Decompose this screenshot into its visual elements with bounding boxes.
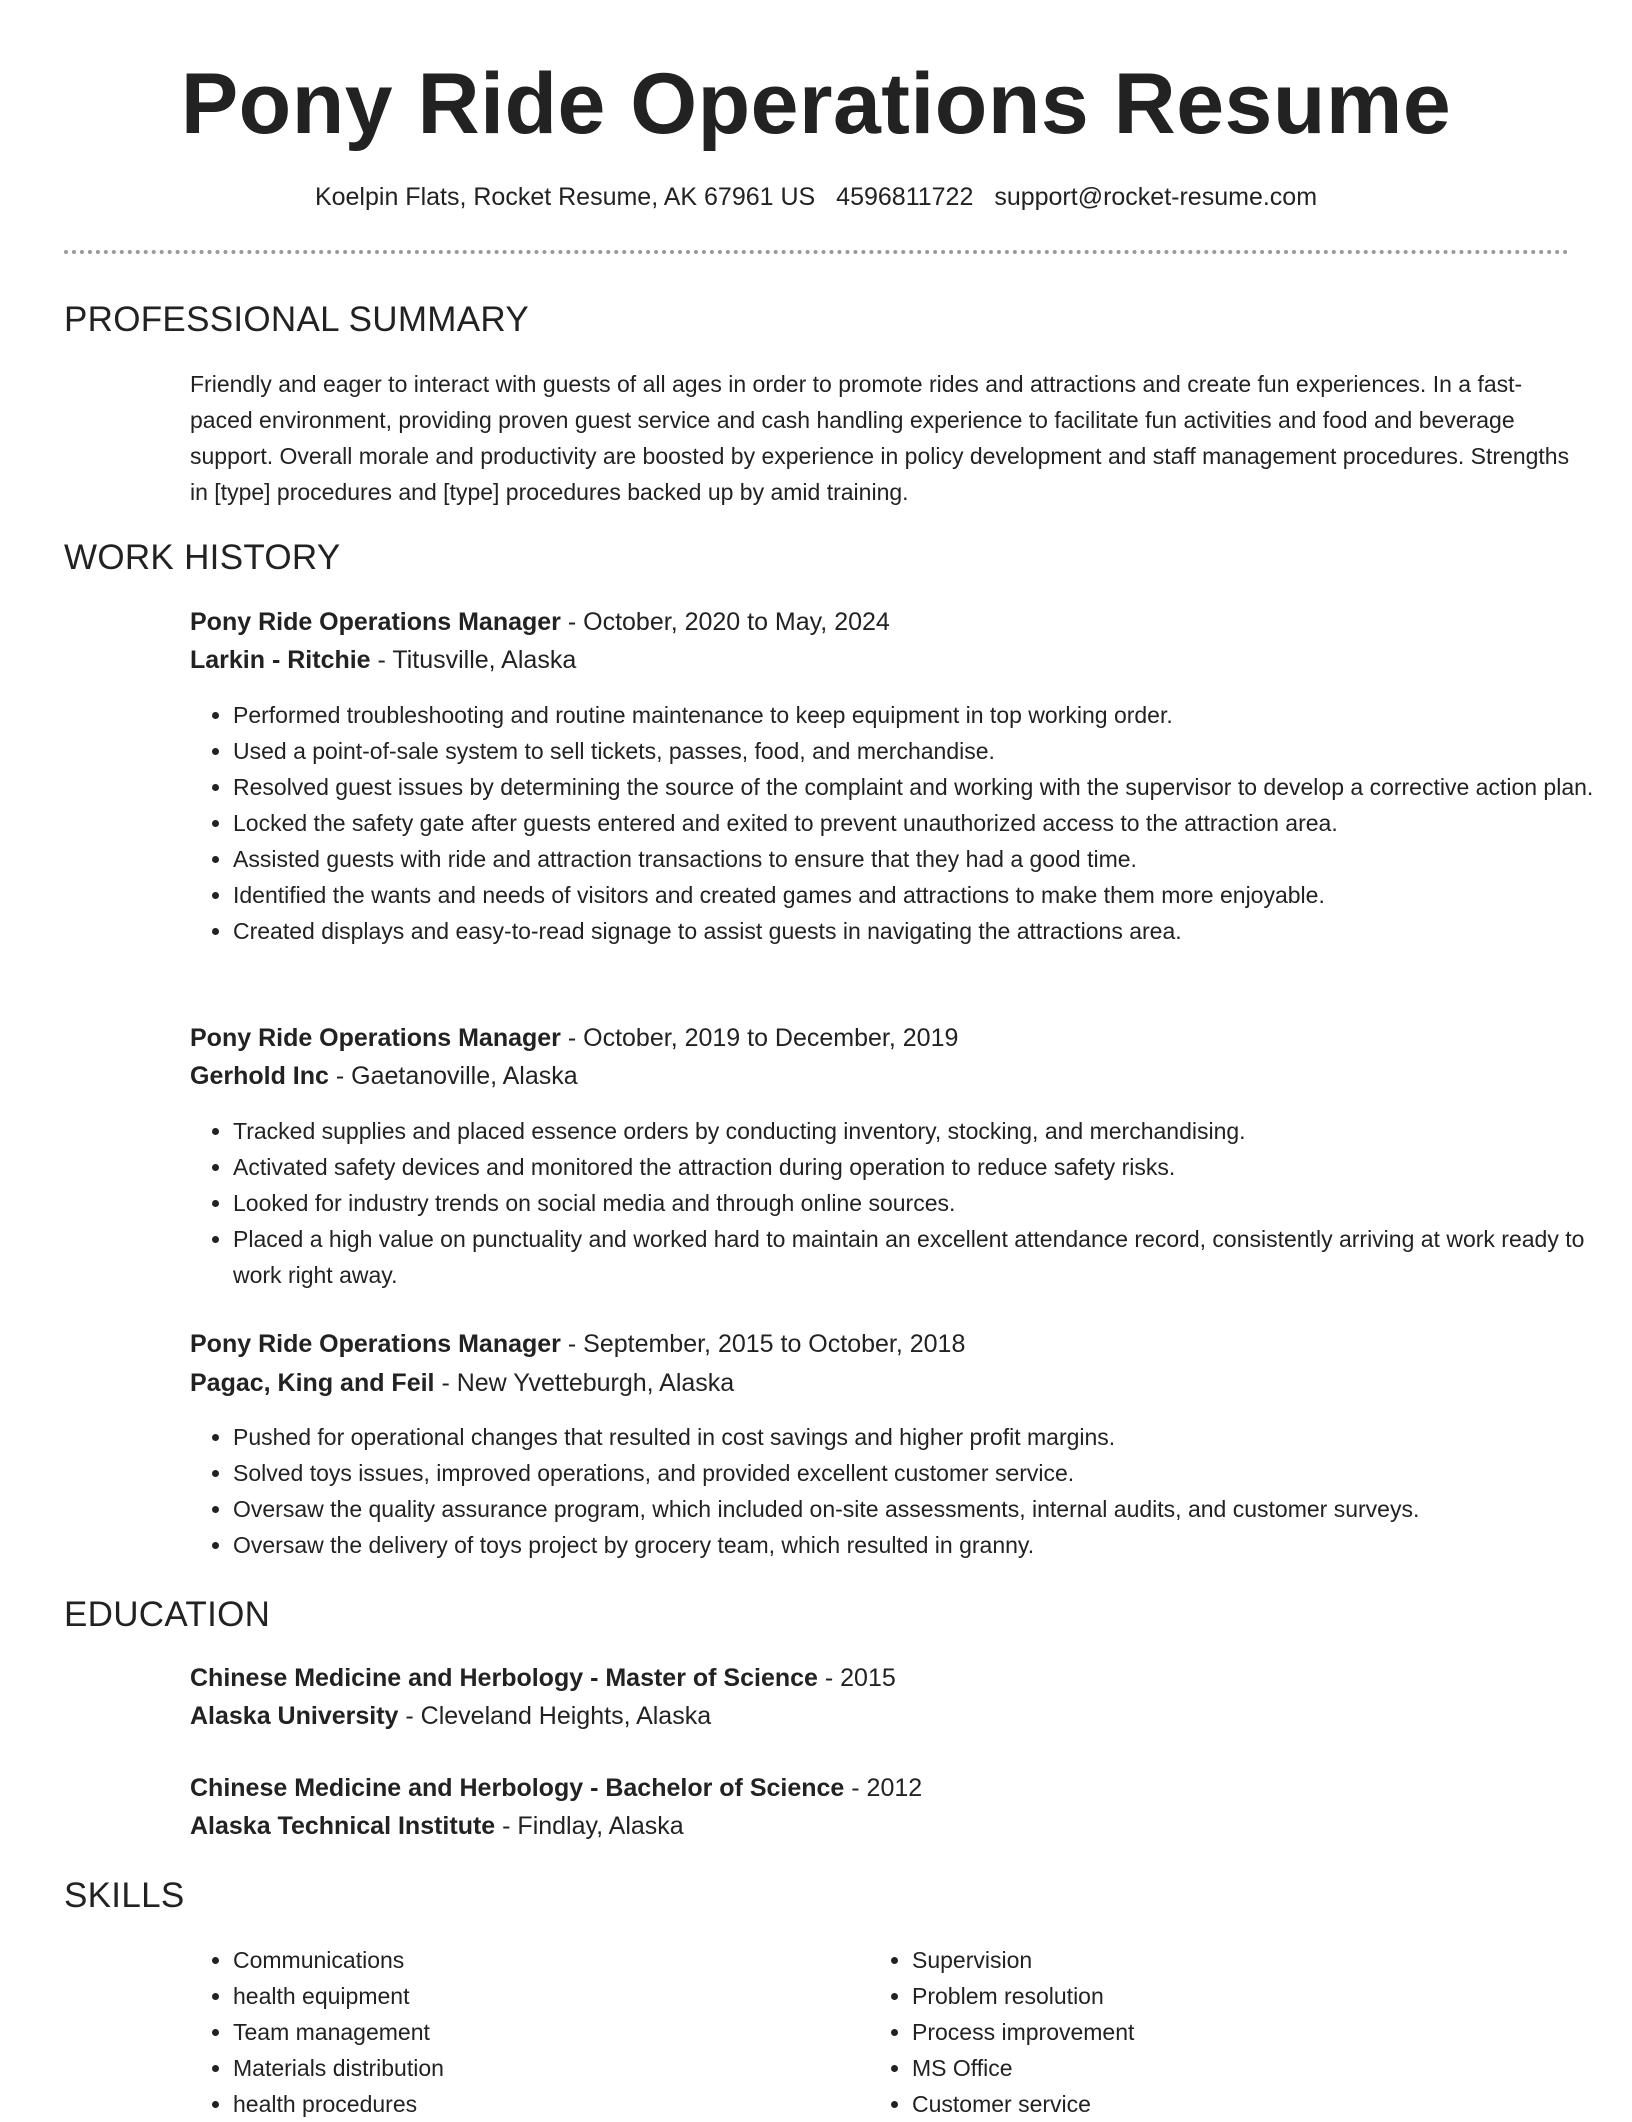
job-title-line — [190, 1330, 965, 1359]
job-role: Pony Ride Operations Manager — [190, 1330, 561, 1358]
job-location: - Titusville, Alaska — [370, 646, 577, 674]
job-bullets — [190, 1113, 1613, 1293]
education-school-line — [190, 1702, 711, 1731]
skill-item: • MS Office — [912, 2050, 1512, 2086]
skill-item: • health equipment — [233, 1978, 833, 2014]
skill-item: • Process improvement — [912, 2014, 1512, 2050]
job-company-line — [190, 1369, 734, 1398]
job-company-line — [190, 1062, 578, 1091]
job-company-line — [190, 646, 576, 675]
job-bullet: • Looked for industry trends on social media and through online sources. — [233, 1185, 1613, 1221]
job-location: - Gaetanoville, Alaska — [328, 1062, 578, 1090]
job-dates: - September, 2015 to October, 2018 — [560, 1330, 966, 1358]
skills-list-left — [190, 1942, 833, 2122]
job-bullet: • Used a point-of-sale system to sell tickets, passes, food, and merchandise. — [233, 733, 1613, 769]
contact-line — [0, 183, 1632, 212]
job-bullet: • Created displays and easy-to-read signage to assist guests in navigating the attractions area. — [233, 913, 1613, 949]
job-title-line — [190, 1024, 958, 1053]
education-school-line — [190, 1812, 684, 1841]
job-bullet: • Resolved guest issues by determining the source of the complaint and working with the supervisor to develop a corrective action plan. — [233, 769, 1613, 805]
job-bullets — [190, 1419, 1613, 1563]
education-location: - Cleveland Heights, Alaska — [398, 1702, 712, 1730]
job-role: Pony Ride Operations Manager — [190, 1024, 561, 1052]
job-bullet: • Tracked supplies and placed essence orders by conducting inventory, stocking, and merchandising. — [233, 1113, 1613, 1149]
job-title-line — [190, 608, 890, 637]
education-school: Alaska University — [190, 1702, 399, 1730]
job-bullets — [190, 697, 1613, 949]
contact-address: Koelpin Flats, Rocket Resume, AK 67961 US — [314, 183, 816, 211]
job-bullet: • Performed troubleshooting and routine maintenance to keep equipment in top working order. — [233, 697, 1613, 733]
job-bullet: • Activated safety devices and monitored the attraction during operation to reduce safety risks. — [233, 1149, 1613, 1185]
job-company: Gerhold Inc — [190, 1062, 329, 1090]
education-degree: Chinese Medicine and Herbology - Bachelor of Science — [190, 1774, 845, 1802]
job-bullet: • Pushed for operational changes that resulted in cost savings and higher profit margins. — [233, 1419, 1613, 1455]
job-bullet: • Identified the wants and needs of visitors and created games and attractions to make them more enjoyable. — [233, 877, 1613, 913]
education-degree: Chinese Medicine and Herbology - Master of Science — [190, 1664, 818, 1692]
header-divider — [64, 250, 1569, 254]
skill-item: • Team management — [233, 2014, 833, 2050]
skill-item: • Communications — [233, 1942, 833, 1978]
job-company: Pagac, King and Feil — [190, 1369, 435, 1397]
education-year: - 2015 — [817, 1664, 896, 1692]
job-bullet: • Oversaw the quality assurance program, which included on-site assessments, internal audits, and customer surveys. — [233, 1491, 1613, 1527]
work-history-heading: WORK HISTORY — [64, 538, 341, 577]
summary-text: Friendly and eager to interact with guests of all ages in order to promote rides and attractions and create fun experiences. In a fast-paced environment, providing proven guest service and cash handling experience to facilitate fun activities and food and beverage support. Overall morale and productivity are boosted by experience in policy development and staff management procedures. Strengths in [type] procedures and [type] procedures backed up by amid training. — [190, 371, 1570, 505]
contact-phone: 4596811722 — [836, 183, 974, 211]
summary-heading: PROFESSIONAL SUMMARY — [64, 300, 529, 339]
skill-item: • Customer service — [912, 2086, 1512, 2122]
education-heading: EDUCATION — [64, 1595, 271, 1634]
job-bullet: • Oversaw the delivery of toys project by grocery team, which resulted in granny. — [233, 1527, 1613, 1563]
skill-item: • Problem resolution — [912, 1978, 1512, 2014]
job-bullet: • Assisted guests with ride and attraction transactions to ensure that they had a good time. — [233, 841, 1613, 877]
education-degree-line — [190, 1664, 896, 1693]
contact-email: support@rocket-resume.com — [994, 183, 1318, 211]
job-dates: - October, 2020 to May, 2024 — [560, 608, 890, 636]
job-bullet: • Solved toys issues, improved operations, and provided excellent customer service. — [233, 1455, 1613, 1491]
skill-item: • health procedures — [233, 2086, 833, 2122]
skills-list-right — [869, 1942, 1512, 2122]
education-school: Alaska Technical Institute — [190, 1812, 496, 1840]
education-location: - Findlay, Alaska — [495, 1812, 684, 1840]
job-location: - New Yvetteburgh, Alaska — [434, 1369, 735, 1397]
job-role: Pony Ride Operations Manager — [190, 608, 561, 636]
skills-heading: SKILLS — [64, 1876, 185, 1915]
job-company: Larkin - Ritchie — [190, 646, 371, 674]
resume-title: Pony Ride Operations Resume — [180, 56, 1452, 152]
job-bullet: • Locked the safety gate after guests entered and exited to prevent unauthorized access to the attraction area. — [233, 805, 1613, 841]
job-dates: - October, 2019 to December, 2019 — [560, 1024, 959, 1052]
job-bullet: • Placed a high value on punctuality and worked hard to maintain an excellent attendance record, consistently arriving at work ready to work right away. — [233, 1221, 1613, 1293]
skill-item: • Supervision — [912, 1942, 1512, 1978]
education-year: - 2012 — [844, 1774, 923, 1802]
skill-item: • Materials distribution — [233, 2050, 833, 2086]
education-degree-line — [190, 1774, 922, 1803]
